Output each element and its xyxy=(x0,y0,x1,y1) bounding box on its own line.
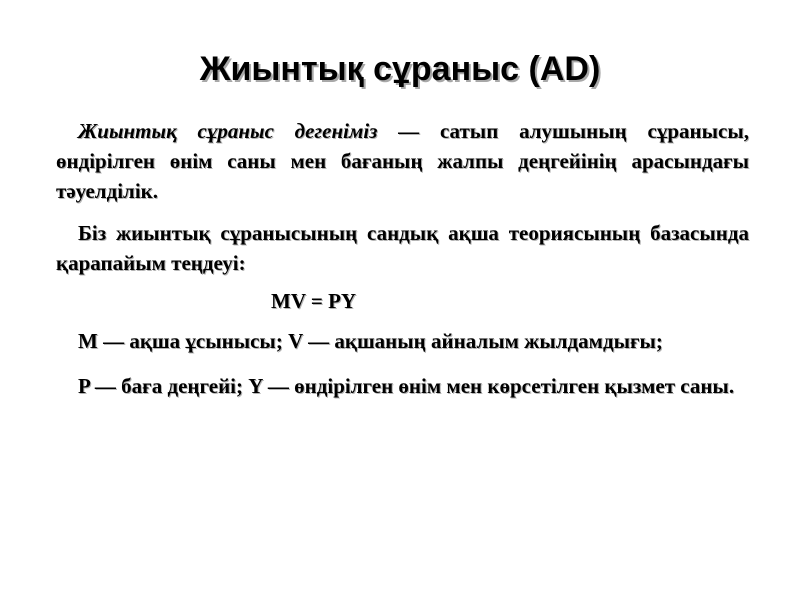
theory-paragraph: Біз жиынтық сұранысының сандық ақша теориясының базасында қарапайым теңдеуі: xyxy=(56,221,749,275)
slide-body xyxy=(56,116,749,416)
p-y-definition-paragraph: P — баға деңгейі; Y — өндірілген өнім мен көрсетілген қызмет саны. xyxy=(78,374,735,398)
definition-term: Жиынтық сұраныс дегеніміз xyxy=(78,119,378,143)
definition-paragraph xyxy=(56,116,749,206)
m-v-definition-paragraph: M — ақша ұсынысы; V — ақшаның айналым жылдамдығы; xyxy=(78,329,663,353)
definition-text: — сатып алушының сұранысы, өндірілген өнім саны мен бағаның жалпы деңгейінің арасындағы тәуелділік. xyxy=(56,119,749,203)
slide-title: Жиынтық сұраныс (AD) xyxy=(199,50,601,88)
equation-formula: MV = PY xyxy=(271,289,357,313)
